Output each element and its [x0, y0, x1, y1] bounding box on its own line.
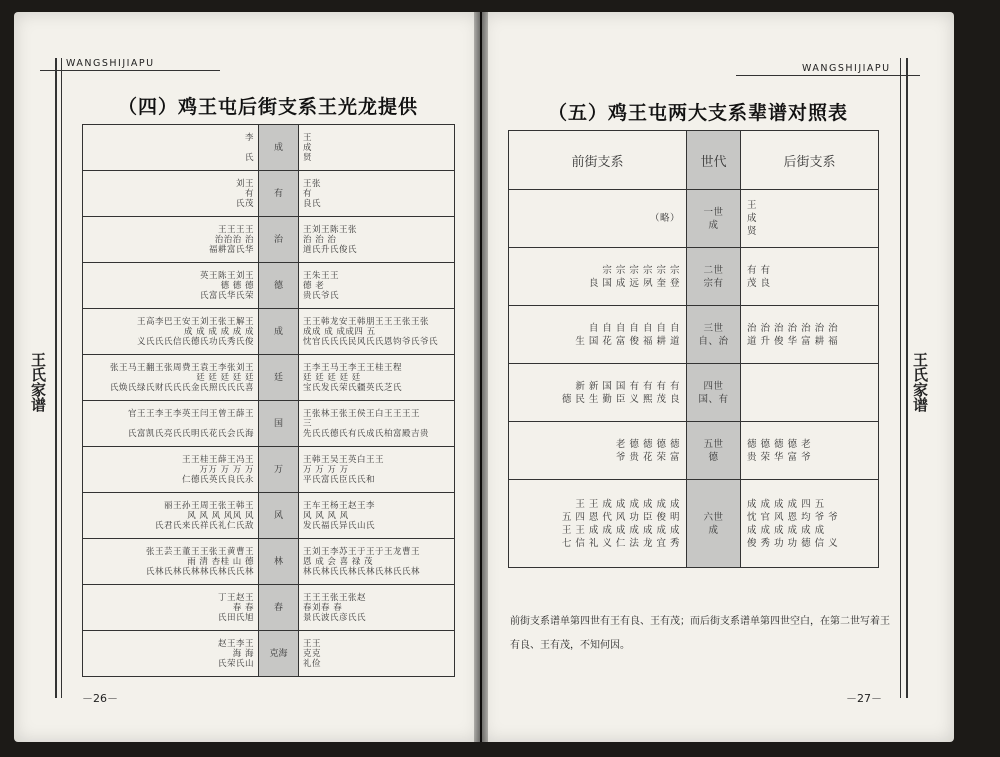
spouse-line: 王车王杨王赵王李 [303, 500, 376, 511]
spouse-line: 三 [303, 418, 313, 429]
names-cell [83, 493, 259, 539]
names-cell [83, 585, 259, 631]
name-line: 张王马王翻王张周费王袁王李张刘王 [109, 362, 254, 373]
generation-cell: 万 [259, 447, 299, 493]
name-line: 王王桂王薛王冯王 [181, 454, 254, 465]
generation-cell: 有 [259, 171, 299, 217]
left-margin-rule-inner [61, 58, 62, 698]
name-line: 氏茂 [235, 198, 254, 209]
generation-cell [687, 364, 741, 422]
spouse-names-cell [299, 171, 455, 217]
generation-cell: 春 [259, 585, 299, 631]
spouse-line: 王刘王李苏王于王于王龙曹王 [303, 546, 421, 557]
generation-cell [687, 480, 741, 568]
front-name-line: 宗 宗 宗 宗 宗 宗 [602, 264, 680, 276]
spouse-line: 忱官氏氏氏民风氏氏恩钧爷氏爷氏 [303, 336, 439, 347]
rear-street-cell [741, 190, 879, 248]
table-row [83, 539, 455, 585]
name-line: 氏君氏来氏祥氏礼仁氏敌 [154, 520, 254, 531]
name-line: 风 风 风 风风 风 [187, 510, 254, 521]
name-line: 王高李巴王安王刘王张王解王 [136, 316, 254, 327]
name-line: 仁德氏英氏良氏永 [181, 474, 254, 485]
front-street-cell [509, 306, 687, 364]
rear-street-cell [741, 306, 879, 364]
name-line: 张王芸王董王王张王黄曹王 [145, 546, 254, 557]
table-row [83, 631, 455, 677]
name-line: 雨 清 杏桂 山 德 [187, 556, 254, 567]
left-margin-rule [55, 58, 57, 698]
name-line [83, 143, 254, 153]
rear-name-line: 治 治 治 治 治 治 治 [747, 322, 839, 334]
name-line: 治治治 治 [214, 234, 254, 245]
table-row [509, 306, 879, 364]
front-name-line: 五 四 恩 代 风 功 臣 俊 明 [561, 511, 680, 523]
right-running-head: WANGSHIJIAPU [802, 63, 891, 74]
spouse-names-cell [299, 217, 455, 263]
front-name-line: 王 王 成 成 成 成 成 成 [575, 498, 680, 510]
spouse-names-cell [299, 539, 455, 585]
names-cell [83, 263, 259, 309]
spouse-line: 成 [303, 142, 313, 153]
name-line: 氏富氏华氏荣 [199, 290, 254, 301]
table-row [83, 263, 455, 309]
names-cell [83, 355, 259, 401]
spouse-line: 贵氏爷氏 [303, 290, 340, 301]
spouse-line: 王刘王陈王张 [303, 224, 358, 235]
front-name-line: 德 民 生 勤 臣 义 熙 茂 良 [561, 393, 680, 405]
table-row [83, 171, 455, 217]
rear-name-line: 有 有 [747, 264, 771, 276]
spouse-line: 宝氏发氏荣氏疆英氏芝氏 [303, 382, 403, 393]
name-line: 王王王王 [217, 224, 254, 235]
front-name-line: 新 新 国 国 有 有 有 有 [575, 380, 680, 392]
spouse-line: 平氏富氏臣氏氏和 [303, 474, 376, 485]
table-row [509, 248, 879, 306]
table-row [83, 355, 455, 401]
right-side-title: 王氏家谱 [911, 352, 929, 412]
generation-cell: 国 [259, 401, 299, 447]
spouse-line: 良氏 [303, 198, 322, 209]
name-line: 福耕富氏华 [208, 244, 254, 255]
rear-name-line: 德 德 德 德 老 [747, 438, 812, 450]
name-line: 有 [244, 188, 254, 199]
table-row [509, 422, 879, 480]
spouse-line: 治 治 治 [303, 234, 337, 245]
table-header-row [509, 131, 879, 190]
spouse-line: 贤 [303, 152, 313, 163]
right-page-title: （五）鸡王屯两大支系辈谱对照表 [548, 102, 849, 124]
spouse-names-cell [299, 263, 455, 309]
table-row [509, 480, 879, 568]
rear-name-line: 贵 荣 华 富 爷 [747, 451, 812, 463]
front-name-line: 七 信 礼 义 仁 法 龙 宜 秀 [561, 537, 680, 549]
names-cell [83, 447, 259, 493]
footnote-paragraph: 前街支系谱单第四世有王有良、王有茂；而后街支系谱单第四世空白，在第二世写着王有良、王有茂，不知何因。 [510, 616, 890, 651]
generation-cell: 廷 [259, 355, 299, 401]
generation-cell: 风 [259, 493, 299, 539]
name-line: 廷 廷 廷 廷 廷 [196, 372, 254, 383]
names-cell [83, 539, 259, 585]
names-cell [83, 401, 259, 447]
names-cell [83, 631, 259, 677]
lineage-table-rear-street [82, 124, 455, 677]
name-line: 春 春 [232, 602, 254, 613]
front-name-line: （略） [649, 213, 680, 224]
front-name-line: 王 王 成 成 成 成 成 成 成 [561, 524, 680, 536]
generation-cell: 治 [259, 217, 299, 263]
spouse-line: 万 万 万 万 [303, 464, 349, 475]
rear-name-line: 成 [747, 213, 758, 224]
spouse-line: 道氏升氏俊氏 [303, 244, 358, 255]
spouse-line: 王 [303, 132, 313, 143]
table-row [83, 309, 455, 355]
rear-name-line: 成 成 成 成 四 五 [747, 498, 825, 510]
names-cell [83, 125, 259, 171]
generation-line: 一世 [703, 206, 724, 218]
rear-name-line: 道 升 俊 华 富 耕 福 [747, 335, 839, 347]
generation-cell: 林 [259, 539, 299, 585]
names-cell [83, 171, 259, 217]
table-row [83, 493, 455, 539]
name-line: 李 [244, 132, 254, 143]
right-page-number: －27－ [846, 692, 882, 705]
left-page-number: －26－ [82, 692, 118, 705]
generation-line: 德 [708, 451, 719, 463]
spouse-line: 景氏波氏彦氏氏 [303, 612, 367, 623]
left-head-rule [40, 70, 220, 71]
rear-street-cell [741, 480, 879, 568]
right-margin-rule [906, 58, 908, 698]
generation-cell: 德 [259, 263, 299, 309]
rear-name-line: 成 成 成 成 成 成 [747, 524, 825, 536]
table-row [509, 190, 879, 248]
name-line: 氏荣氏山 [217, 658, 254, 669]
name-line: 英王陈王刘王 [199, 270, 254, 281]
rear-name-line: 王 [747, 200, 758, 211]
table-row [83, 125, 455, 171]
generation-cell [687, 422, 741, 480]
spouse-line: 风 风 风 风 [303, 510, 349, 521]
spouse-line: 发氏福氏异氏山氏 [303, 520, 376, 531]
front-name-line: 老 德 德 德 德 [615, 438, 680, 450]
spouse-line: 王王 [303, 638, 322, 649]
front-street-cell [509, 248, 687, 306]
generation-line: 六世 [703, 511, 724, 523]
front-name-line: 自 自 自 自 自 自 自 [588, 322, 680, 334]
generation-cell: 成 [259, 125, 299, 171]
name-line: 丽王孙王周王张王韩王 [163, 500, 254, 511]
rear-name-line: 贤 [747, 226, 758, 237]
spouse-names-cell [299, 401, 455, 447]
generation-line: 自、治 [698, 335, 729, 347]
generation-line: 五世 [703, 438, 724, 450]
spouse-line: 礼俭 [303, 658, 322, 669]
spouse-line: 克克 [303, 648, 322, 659]
header-front-street: 前街支系 [509, 131, 687, 190]
spouse-names-cell [299, 631, 455, 677]
spouse-names-cell [299, 309, 455, 355]
table-row [83, 401, 455, 447]
name-line: 氏林氏林氏林林氏林氏氏林 [145, 566, 254, 577]
rear-name-line: 忱 官 风 恩 均 爷 爷 [747, 511, 839, 523]
spouse-names-cell [299, 355, 455, 401]
front-name-line: 爷 贵 花 荣 富 [615, 451, 680, 463]
rear-name-line: 茂 良 [747, 277, 771, 289]
spouse-line: 王张 [303, 178, 322, 189]
spouse-line: 恩 成 会 喜 禄 茂 [303, 556, 374, 567]
header-rear-street: 后街支系 [741, 131, 879, 190]
front-name-line: 良 国 成 远 夙 奎 登 [588, 277, 680, 289]
spouse-line: 王韩王吴王英白王王 [303, 454, 385, 465]
generation-comparison-table [508, 130, 879, 568]
front-street-cell [509, 364, 687, 422]
spouse-line: 廷 廷 廷 廷 廷 [303, 372, 361, 383]
name-line: 官王王李王李英王闫王曾王薛王 [127, 408, 254, 419]
header-generation: 世代 [687, 131, 741, 190]
name-line: 成 成 成 成 成 成 [183, 326, 254, 337]
name-line: 氏焕氏绿氏财氏氏氏金氏照氏氏氏喜 [109, 382, 254, 393]
rear-name-line: 俊 秀 功 功 德 信 义 [747, 537, 839, 549]
spouse-line: 成成 成 成成四 五 [303, 326, 376, 337]
generation-line: 二世 [703, 264, 724, 276]
spouse-line: 王王韩龙安王韩朋王王王张王张 [303, 316, 430, 327]
names-cell [83, 217, 259, 263]
left-page-title: （四）鸡王屯后街支系王光龙提供 [118, 96, 419, 118]
table-row [83, 585, 455, 631]
rear-street-cell [741, 422, 879, 480]
front-street-cell [509, 422, 687, 480]
table-row [83, 217, 455, 263]
spouse-line: 王王王张王张赵 [303, 592, 367, 603]
spouse-names-cell [299, 585, 455, 631]
name-line: 海 海 [232, 648, 254, 659]
front-name-line: 生 国 花 富 俊 福 耕 道 [575, 335, 680, 347]
name-line: 赵王李王 [217, 638, 254, 649]
generation-cell [687, 306, 741, 364]
generation-cell [687, 190, 741, 248]
name-line: 氏田氏旭 [217, 612, 254, 623]
left-running-head: WANGSHIJIAPU [66, 58, 155, 69]
spouse-line: 先氏氏德氏有氏成氏柏富殿吉贵 [303, 428, 430, 439]
generation-line: 宗有 [703, 277, 724, 289]
name-line [83, 419, 254, 429]
spouse-line: 王李王马王李王王桂王程 [303, 362, 403, 373]
name-line: 丁王赵王 [217, 592, 254, 603]
spouse-line: 德 老 [303, 280, 325, 291]
generation-line: 四世 [703, 380, 724, 392]
rear-street-cell [741, 364, 879, 422]
spouse-line: 春刘春 春 [303, 602, 343, 613]
front-street-cell [509, 480, 687, 568]
generation-cell: 克海 [259, 631, 299, 677]
right-margin-rule-inner [900, 58, 901, 698]
spouse-line: 有 [303, 188, 313, 199]
spouse-names-cell [299, 125, 455, 171]
generation-line: 成 [708, 524, 719, 536]
spouse-line: 王朱王王 [303, 270, 340, 281]
name-line: 义氏氏氏信氏德氏功氏秀氏俊 [136, 336, 254, 347]
name-line: 德 德 德 [220, 280, 254, 291]
right-head-rule [736, 75, 920, 76]
name-line: 万万 万 万 万 [199, 464, 254, 475]
rear-street-cell [741, 248, 879, 306]
left-side-title: 王氏家谱 [29, 352, 47, 412]
table-row [509, 364, 879, 422]
name-line: 氏富凯氏亮氏氏明氏花氏会氏海 [127, 428, 254, 439]
name-line: 刘王 [235, 178, 254, 189]
generation-line: 国、有 [698, 393, 729, 405]
name-line: 氏 [244, 152, 254, 163]
spouse-line: 林氏林氏氏林氏林氏林氏氏林 [303, 566, 421, 577]
generation-line: 成 [708, 219, 719, 231]
book-gutter [474, 12, 488, 742]
table-row [83, 447, 455, 493]
names-cell [83, 309, 259, 355]
spouse-line: 王张林王张王侯王白王王王王 [303, 408, 421, 419]
spouse-names-cell [299, 447, 455, 493]
generation-cell [687, 248, 741, 306]
front-street-cell [509, 190, 687, 248]
spouse-names-cell [299, 493, 455, 539]
generation-cell: 成 [259, 309, 299, 355]
generation-line: 三世 [703, 322, 724, 334]
